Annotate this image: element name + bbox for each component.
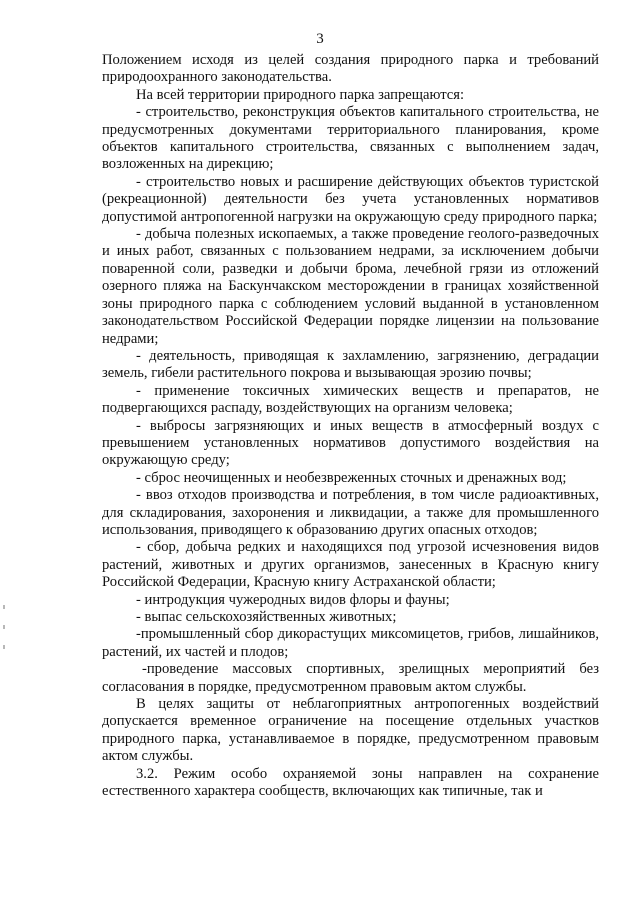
paragraph: На всей территории природного парка запрещаются: <box>136 86 464 103</box>
list-item: - сбор, добыча редких и находящихся под угрозой исчезновения видов растений, животных и других организмов, занесенных в Красную книгу Российской Федерации, Красную книгу Астраханской области; <box>102 539 599 591</box>
list-item: - сброс неочищенных и необезвреженных сточных и дренажных вод; <box>136 469 567 486</box>
list-item: - выпас сельскохозяйственных животных; <box>136 609 397 625</box>
list-item: - деятельность, приводящая к захламлению, загрязнению, деградации земель, гибели растительного покрова и вызывающая эрозию почвы; <box>102 347 599 382</box>
document-body <box>102 52 599 800</box>
paragraph: 3.2. Режим особо охраняемой зоны направлен на сохранение естественного характера сообществ, включающих как типичные, так и <box>102 765 599 800</box>
scan-edge-mark <box>3 605 5 609</box>
list-item: - применение токсичных химических веществ и препаратов, не подвергающихся распаду, воздействующих на организм человека; <box>102 382 599 417</box>
scan-edge-mark <box>3 645 5 649</box>
list-item: - строительство, реконструкция объектов капитального строительства, не предусмотренных документами территориального планирования, кроме объектов капитального строительства, связанных с выполнением задач, возложенных на дирекцию; <box>102 104 599 173</box>
page-number: 3 <box>316 31 324 47</box>
paragraph: В целях защиты от неблагоприятных антропогенных воздействий допускается временное ограничение на посещение отдельных участков природного парка, устанавливаемое в порядке, предусмотренном правовым актом службы. <box>102 696 599 765</box>
list-item: - строительство новых и расширение действующих объектов туристской (рекреационной) деятельности без учета установленных нормативов допустимой антропогенной нагрузки на окружающую среду природного парка; <box>102 173 599 225</box>
list-item: - выбросы загрязняющих и иных веществ в атмосферный воздух с превышением установленных нормативов допустимого воздействия на окружающую среду; <box>102 417 599 469</box>
list-item: -промышленный сбор дикорастущих миксомицетов, грибов, лишайников, растений, их частей и плодов; <box>102 626 599 660</box>
list-item: - интродукция чужеродных видов флоры и фауны; <box>136 591 450 608</box>
paragraph: Положением исходя из целей создания природного парка и требований природоохранного законодательства. <box>102 52 599 86</box>
list-item: - добыча полезных ископаемых, а также проведение геолого-разведочных и иных работ, связанных с пользованием недрами, за исключением добычи поваренной соли, разведки и добычи брома, лечебной грязи из отложений озерного пляжа на Баскунчакском месторождении в границах хозяйственной зоны природного парка с соблюдением условий выданной в установленном законодательством Российской Федерации порядке лицензии на пользование недрами; <box>102 226 599 347</box>
scan-edge-mark <box>3 625 5 629</box>
list-item: - ввоз отходов производства и потребления, в том числе радиоактивных, для складирования, захоронения и ликвидации, а также для промышленного использования, приводящего к образованию других опасных отходов; <box>102 487 599 538</box>
list-item: -проведение массовых спортивных, зрелищных мероприятий без согласования в порядке, предусмотренном правовым актом службы. <box>102 661 599 695</box>
